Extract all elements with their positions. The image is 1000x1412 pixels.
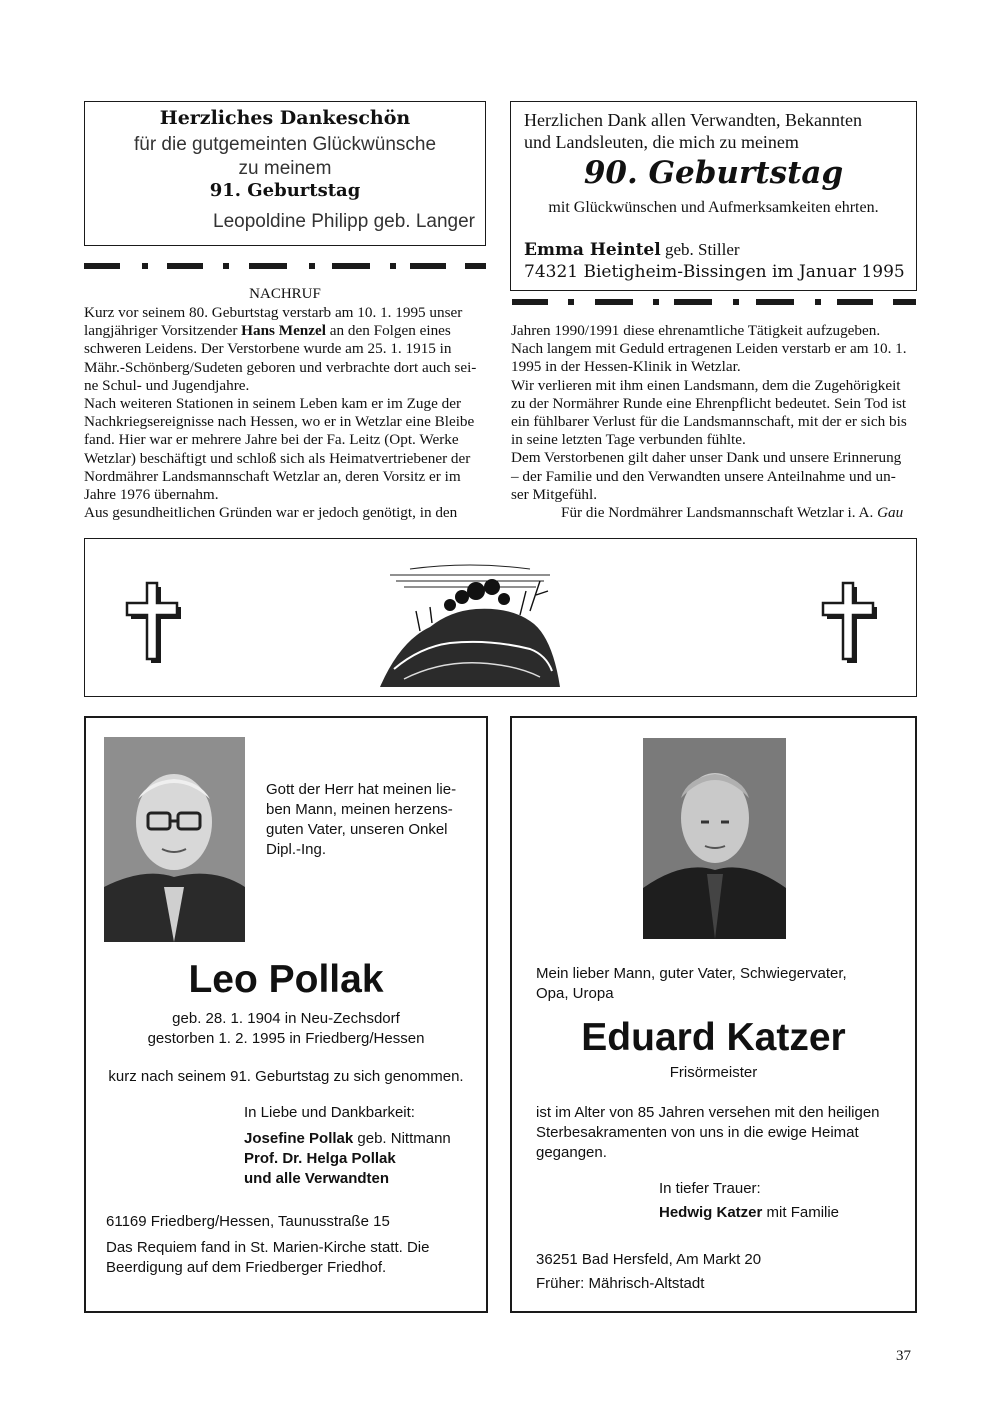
obituary-heading: NACHRUF [249, 286, 321, 302]
pollak-intro-line: ben Mann, meinen herzens- [266, 801, 453, 818]
cross-icon [121, 575, 181, 665]
cross-icon [817, 575, 877, 665]
thanks-left-birthday: 91. Geburtstag [209, 180, 361, 201]
obituary-line: Kurz vor seinem 80. Geburtstag verstarb am 10. 1. 1995 unser [84, 304, 463, 321]
obituary-line: ein fühlbarer Verlust für die Landsmannschaft, mit der er sich bis [511, 413, 907, 431]
pollak-mourner1-bold: Josefine Pollak [244, 1130, 354, 1147]
pollak-thanks: In Liebe und Dankbarkeit: [244, 1104, 415, 1121]
katzer-former: Früher: Mährisch-Altstadt [536, 1275, 705, 1292]
obituary-signature-name: Gau [877, 504, 904, 522]
thanks-right-line3: mit Glückwünschen und Aufmerksamkeiten ehrten. [548, 199, 879, 216]
obituary-line: ne Schul- und Jugendjahre. [84, 376, 250, 394]
katzer-profession: Frisörmeister [669, 1064, 758, 1081]
thanks-right-place-date: 74321 Bietigheim-Bissingen im Januar 1995 [524, 262, 905, 282]
pollak-requiem-line: Das Requiem fand in St. Marien-Kirche statt. Die [106, 1239, 430, 1256]
pollak-requiem [106, 1238, 429, 1278]
obituary-line: Nachkriegsereignisse nach Hessen, wo er in Wetzlar eine Bleibe [84, 413, 475, 431]
notice-pollak [84, 716, 488, 1313]
obituary-line: Mähr.-Schönberg/Sudeten geboren und verbrachte dort auch sei- [84, 358, 477, 376]
pollak-intro-line: Gott der Herr hat meinen lie- [266, 781, 457, 798]
divider-left [84, 263, 486, 269]
katzer-intro-line: Mein lieber Mann, guter Vater, Schwiegervater, [536, 965, 847, 982]
katzer-text [536, 1103, 880, 1163]
obituary-line: Jahren 1990/1991 diese ehrenamtliche Tätigkeit aufzugeben. [511, 322, 881, 339]
obituary-signature-text: Für die Nordmährer Landsmannschaft Wetzlar i. A. [561, 504, 878, 522]
obituary-line: ser Mitgefühl. [511, 485, 598, 503]
obituary-line: in seine letzten Tage verbunden fühlte. [511, 431, 746, 449]
thanks-left-line1: für die gutgemeinten Glückwünsche [133, 134, 437, 155]
katzer-mourner [659, 1204, 839, 1221]
katzer-intro [536, 964, 847, 1004]
photo-eduard-katzer [643, 738, 786, 939]
katzer-text-line: Sterbesakramenten von uns in die ewige Heimat [536, 1124, 859, 1141]
page-number: 37 [896, 1348, 911, 1364]
katzer-mourning: In tiefer Trauer: [659, 1180, 761, 1197]
obituary-line: Jahre 1976 übernahm. [84, 486, 219, 504]
thanks-right-line1: Herzlichen Dank allen Verwandten, Bekannten [524, 110, 863, 130]
pollak-mourner-line: und alle Verwandten [244, 1170, 390, 1187]
pollak-note: kurz nach seinem 91. Geburtstag zu sich genommen. [108, 1068, 464, 1085]
obituary-line: zu der Normährer Runde eine Ehrenpflicht bedeutet. Sein Tod ist [511, 394, 907, 412]
obituary-line: Nach weiteren Stationen in seinem Leben kam er im Zuge der [84, 395, 462, 413]
pollak-requiem-line: Beerdigung auf dem Friedberger Friedhof. [106, 1259, 387, 1276]
obituary-signature [511, 504, 917, 522]
obituary-line: Nach langem mit Geduld ertragenen Leiden verstarb er am 10. 1. [511, 340, 907, 358]
katzer-address: 36251 Bad Hersfeld, Am Markt 20 [536, 1251, 762, 1268]
obituary-text: an den Folgen eines [325, 322, 451, 340]
mourning-banner [84, 538, 917, 697]
pollak-mourner-line [244, 1129, 451, 1149]
pollak-mourners [244, 1129, 451, 1189]
portrait-man-suit [643, 738, 786, 939]
obituary-line: Nordmährer Landsmannschaft Wetzlar an, deren Vorsitz er im [84, 467, 461, 485]
obituary-line: Aus gesundheitlichen Gründen war er jedoch genötigt, in den [84, 504, 458, 522]
obituary-line: schweren Leidens. Der Verstorbene wurde am 25. 1. 1915 in [84, 340, 452, 358]
obituary-line: – der Familie und den Verwandten unsere Anteilnahme und un- [511, 467, 896, 485]
katzer-text-line: gegangen. [536, 1144, 607, 1161]
obituary-right-column [511, 322, 917, 522]
pollak-died: gestorben 1. 2. 1995 in Friedberg/Hessen [147, 1030, 425, 1047]
obituary-line: Wetzlar) beschäftigt und schloß sich als Heimatvertriebener der [84, 449, 471, 467]
thanks-left-title: Herzliches Dankeschön [159, 107, 411, 129]
thanks-box-left [84, 101, 486, 246]
katzer-text-line: ist im Alter von 85 Jahren versehen mit den heiligen [536, 1104, 880, 1121]
pollak-mourner1-rest: geb. Nittmann [353, 1130, 451, 1147]
pollak-address: 61169 Friedberg/Hessen, Taunusstraße 15 [106, 1213, 390, 1230]
obituary-line: Wir verlieren mit ihm einen Landsmann, dem die Zugehörigkeit [511, 376, 901, 394]
obituary-line: fand. Hier war er mehrere Jahre bei der Fa. Leitz (Opt. Werke [84, 431, 459, 449]
obituary-line [84, 322, 487, 340]
pollak-name: Leo Pollak [188, 958, 384, 1001]
pollak-intro [266, 780, 456, 860]
landscape-illustration [380, 551, 560, 687]
pollak-intro-line: Dipl.-Ing. [266, 841, 327, 858]
thanks-box-right [510, 101, 917, 291]
obituary-text: langjähriger Vorsitzender [84, 322, 242, 340]
pollak-born: geb. 28. 1. 1904 in Neu-Zechsdorf [172, 1010, 400, 1027]
pollak-intro-line: guten Vater, unseren Onkel [266, 821, 448, 838]
katzer-intro-line: Opa, Uropa [536, 985, 614, 1002]
portrait-man-glasses [104, 737, 245, 942]
thanks-right-name-rest: geb. Stiller [660, 240, 740, 259]
katzer-mourner-bold: Hedwig Katzer [659, 1204, 763, 1221]
thanks-right-birthday: 90. Geburtstag [583, 155, 844, 191]
thanks-left-line2: zu meinem [238, 158, 332, 179]
thanks-right-name-bold: Emma Heintel [524, 240, 661, 260]
divider-right [512, 299, 916, 305]
obituary-left-column [84, 304, 487, 522]
obituary-name-bold: Hans Menzel [241, 322, 326, 340]
pollak-mourner-line: Prof. Dr. Helga Pollak [244, 1150, 396, 1167]
obituary-line: 1995 in der Hessen-Klinik in Wetzlar. [511, 358, 741, 376]
photo-leo-pollak [104, 737, 245, 942]
katzer-mourner-rest: mit Familie [762, 1204, 840, 1221]
thanks-right-signature [524, 240, 740, 260]
notice-katzer [510, 716, 917, 1313]
obituary-line: Dem Verstorbenen gilt daher unser Dank und unsere Erinnerung [511, 449, 902, 467]
thanks-left-signature: Leopoldine Philipp geb. Langer [213, 211, 475, 232]
katzer-name: Eduard Katzer [581, 1016, 846, 1059]
thanks-right-line2: und Landsleuten, die mich zu meinem [524, 132, 799, 152]
